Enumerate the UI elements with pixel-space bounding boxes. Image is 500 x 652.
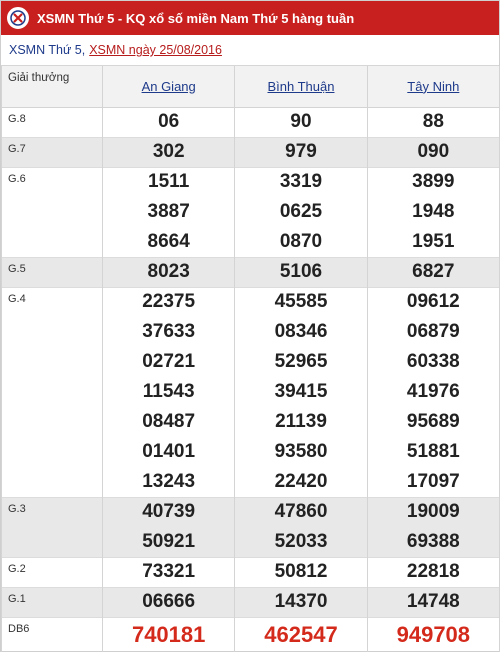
result-number: 60338 — [367, 347, 499, 377]
table-row — [2, 587, 500, 617]
result-number: 90 — [235, 107, 367, 137]
result-number: 8023 — [103, 257, 235, 287]
result-number: 01401 — [103, 437, 235, 467]
result-number: 090 — [367, 137, 499, 167]
province-link[interactable]: Bình Thuận — [267, 78, 335, 94]
table-row — [2, 287, 500, 317]
jackpot-number: 740181 — [103, 617, 235, 652]
result-number: 45585 — [235, 287, 367, 317]
prize-label: G.4 — [2, 287, 103, 497]
prize-label: G.1 — [2, 587, 103, 617]
result-number: 0870 — [235, 227, 367, 257]
result-number: 22818 — [367, 557, 499, 587]
result-number: 95689 — [367, 407, 499, 437]
result-number: 69388 — [367, 527, 499, 557]
result-number: 1951 — [367, 227, 499, 257]
result-number: 06666 — [103, 587, 235, 617]
table-row — [2, 167, 500, 197]
result-number: 39415 — [235, 377, 367, 407]
result-number: 52033 — [235, 527, 367, 557]
table-row — [2, 107, 500, 137]
province-header — [367, 66, 499, 107]
results-table — [1, 66, 500, 652]
result-number: 3319 — [235, 167, 367, 197]
result-number: 14370 — [235, 587, 367, 617]
breadcrumb — [1, 35, 499, 66]
prize-label: DB6 — [2, 617, 103, 652]
result-number: 08487 — [103, 407, 235, 437]
result-number: 52965 — [235, 347, 367, 377]
result-number: 02721 — [103, 347, 235, 377]
result-number: 08346 — [235, 317, 367, 347]
table-row — [2, 497, 500, 527]
header-bar — [1, 1, 499, 35]
result-number: 22420 — [235, 467, 367, 497]
table-row — [2, 137, 500, 167]
table-row — [2, 617, 500, 652]
result-number: 1511 — [103, 167, 235, 197]
province-link[interactable]: An Giang — [141, 78, 196, 94]
result-number: 47860 — [235, 497, 367, 527]
province-header — [103, 66, 235, 107]
result-number: 3887 — [103, 197, 235, 227]
lottery-logo-icon — [7, 7, 29, 29]
header-title: XSMN Thứ 5 - KQ xổ số miền Nam Thứ 5 hàng tuần — [37, 10, 355, 26]
jackpot-number: 462547 — [235, 617, 367, 652]
result-number: 22375 — [103, 287, 235, 317]
date-link[interactable]: XSMN ngày 25/08/2016 — [89, 43, 222, 57]
result-number: 37633 — [103, 317, 235, 347]
result-number: 8664 — [103, 227, 235, 257]
prize-label: G.5 — [2, 257, 103, 287]
prize-label: G.3 — [2, 497, 103, 557]
result-number: 50812 — [235, 557, 367, 587]
result-number: 13243 — [103, 467, 235, 497]
result-number: 21139 — [235, 407, 367, 437]
result-number: 1948 — [367, 197, 499, 227]
result-number: 11543 — [103, 377, 235, 407]
result-number: 14748 — [367, 587, 499, 617]
result-number: 09612 — [367, 287, 499, 317]
result-number: 302 — [103, 137, 235, 167]
result-number: 41976 — [367, 377, 499, 407]
result-number: 50921 — [103, 527, 235, 557]
result-number: 93580 — [235, 437, 367, 467]
result-number: 0625 — [235, 197, 367, 227]
result-number: 979 — [235, 137, 367, 167]
prize-label: G.2 — [2, 557, 103, 587]
result-number: 19009 — [367, 497, 499, 527]
result-number: 5106 — [235, 257, 367, 287]
prize-label: G.6 — [2, 167, 103, 257]
result-number: 17097 — [367, 467, 499, 497]
result-number: 06879 — [367, 317, 499, 347]
result-number: 3899 — [367, 167, 499, 197]
result-number: 06 — [103, 107, 235, 137]
result-number: 73321 — [103, 557, 235, 587]
jackpot-number: 949708 — [367, 617, 499, 652]
table-row — [2, 557, 500, 587]
result-number: 6827 — [367, 257, 499, 287]
prize-column-header: Giải thưởng — [2, 66, 103, 107]
result-number: 51881 — [367, 437, 499, 467]
province-header — [235, 66, 367, 107]
prize-label: G.8 — [2, 107, 103, 137]
breadcrumb-prefix: XSMN Thứ 5, — [9, 43, 86, 57]
province-link[interactable]: Tây Ninh — [407, 78, 460, 94]
prize-label: G.7 — [2, 137, 103, 167]
table-row — [2, 257, 500, 287]
result-number: 88 — [367, 107, 499, 137]
result-number: 40739 — [103, 497, 235, 527]
table-header-row — [2, 66, 500, 107]
